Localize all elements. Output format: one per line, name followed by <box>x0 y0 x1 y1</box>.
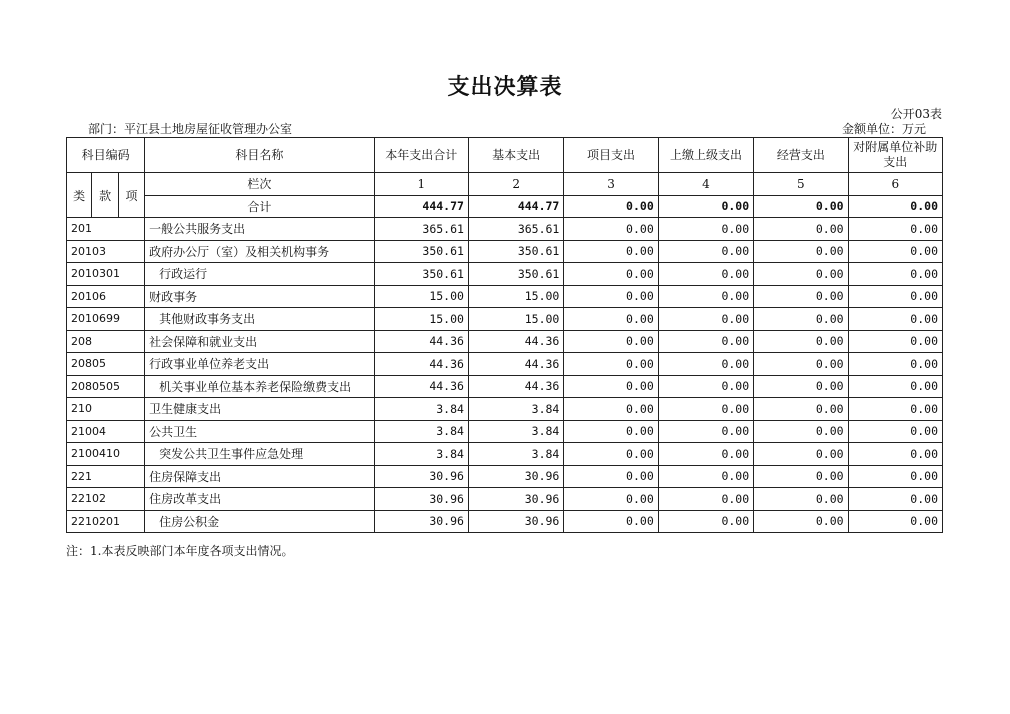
amount-cell: 0.00 <box>848 263 942 286</box>
amount-cell: 0.00 <box>658 398 753 421</box>
header-lei: 类 <box>67 173 92 218</box>
amount-cell: 0.00 <box>564 443 658 466</box>
amount-cell: 0.00 <box>754 398 848 421</box>
column-number-row <box>67 173 943 196</box>
amount-cell: 0.00 <box>564 420 658 443</box>
amount-cell: 0.00 <box>754 465 848 488</box>
col-num: 4 <box>658 173 753 196</box>
table-row <box>67 398 943 421</box>
total-cell: 444.77 <box>468 195 563 218</box>
table-row <box>67 488 943 511</box>
table-row <box>67 330 943 353</box>
amount-cell: 0.00 <box>754 510 848 533</box>
amount-cell: 0.00 <box>564 240 658 263</box>
table-row <box>67 285 943 308</box>
amount-cell: 350.61 <box>468 240 563 263</box>
amount-cell: 0.00 <box>848 218 942 241</box>
form-number: 公开03表 <box>890 107 942 121</box>
amount-cell: 365.61 <box>468 218 563 241</box>
amount-cell: 0.00 <box>848 375 942 398</box>
header-project: 项目支出 <box>564 138 658 173</box>
amount-cell: 0.00 <box>848 420 942 443</box>
amount-cell: 3.84 <box>468 443 563 466</box>
table-row <box>67 353 943 376</box>
amount-cell: 0.00 <box>658 510 753 533</box>
amount-cell: 0.00 <box>848 308 942 331</box>
subject-name-cell: 机关事业单位基本养老保险缴费支出 <box>145 375 374 398</box>
subject-code-cell: 20103 <box>67 240 145 263</box>
col-num: 5 <box>754 173 848 196</box>
table-row <box>67 375 943 398</box>
header-subject-name: 科目名称 <box>145 138 374 173</box>
amount-cell: 30.96 <box>374 465 468 488</box>
amount-cell: 0.00 <box>848 443 942 466</box>
amount-cell: 0.00 <box>848 330 942 353</box>
table-body <box>67 138 943 533</box>
amount-cell: 350.61 <box>374 263 468 286</box>
table-row <box>67 443 943 466</box>
total-cell: 0.00 <box>848 195 942 218</box>
subject-name-cell: 住房保障支出 <box>145 465 374 488</box>
subject-name-cell: 政府办公厅（室）及相关机构事务 <box>145 240 374 263</box>
table-row <box>67 510 943 533</box>
amount-cell: 30.96 <box>468 465 563 488</box>
amount-cell: 365.61 <box>374 218 468 241</box>
department-label: 部门：平江县土地房屋征收管理办公室 <box>88 122 293 136</box>
amount-cell: 0.00 <box>658 240 753 263</box>
subject-name-cell: 住房公积金 <box>145 510 374 533</box>
amount-cell: 0.00 <box>564 353 658 376</box>
subject-name-cell: 公共卫生 <box>145 420 374 443</box>
subject-name-cell: 卫生健康支出 <box>145 398 374 421</box>
total-row <box>67 195 943 218</box>
page-title: 支出决算表 <box>447 75 563 100</box>
amount-cell: 0.00 <box>848 240 942 263</box>
amount-cell: 0.00 <box>564 510 658 533</box>
amount-cell: 0.00 <box>658 353 753 376</box>
subject-code-cell: 208 <box>67 330 145 353</box>
amount-cell: 350.61 <box>468 263 563 286</box>
table-row <box>67 263 943 286</box>
header-subject-code: 科目编码 <box>67 138 145 173</box>
amount-cell: 44.36 <box>468 330 563 353</box>
amount-cell: 0.00 <box>848 398 942 421</box>
col-num: 6 <box>848 173 942 196</box>
total-cell: 0.00 <box>754 195 848 218</box>
amount-cell: 0.00 <box>754 488 848 511</box>
amount-cell: 0.00 <box>848 510 942 533</box>
amount-cell: 0.00 <box>754 218 848 241</box>
amount-unit-label: 金额单位：万元 <box>841 122 926 136</box>
header-total: 本年支出合计 <box>374 138 468 173</box>
amount-cell: 15.00 <box>468 285 563 308</box>
expenditure-table <box>66 137 943 533</box>
amount-cell: 0.00 <box>564 398 658 421</box>
amount-cell: 15.00 <box>374 308 468 331</box>
total-cell: 0.00 <box>658 195 753 218</box>
amount-cell: 30.96 <box>374 510 468 533</box>
amount-cell: 3.84 <box>374 398 468 421</box>
amount-cell: 0.00 <box>848 285 942 308</box>
amount-cell: 0.00 <box>848 465 942 488</box>
amount-cell: 0.00 <box>658 375 753 398</box>
amount-cell: 0.00 <box>754 240 848 263</box>
subject-name-cell: 行政运行 <box>145 263 374 286</box>
header-subsidy: 对附属单位补助支出 <box>848 138 942 173</box>
amount-cell: 0.00 <box>658 330 753 353</box>
total-cell: 0.00 <box>564 195 658 218</box>
amount-cell: 0.00 <box>658 285 753 308</box>
subject-code-cell: 21004 <box>67 420 145 443</box>
subject-code-cell: 221 <box>67 465 145 488</box>
amount-cell: 0.00 <box>848 488 942 511</box>
total-cell: 444.77 <box>374 195 468 218</box>
amount-cell: 350.61 <box>374 240 468 263</box>
subject-code-cell: 2100410 <box>67 443 145 466</box>
footnote: 注：1.本表反映部门本年度各项支出情况。 <box>66 544 294 558</box>
amount-cell: 44.36 <box>468 375 563 398</box>
amount-cell: 0.00 <box>658 488 753 511</box>
col-num: 1 <box>374 173 468 196</box>
subject-name-cell: 突发公共卫生事件应急处理 <box>145 443 374 466</box>
subject-code-cell: 2080505 <box>67 375 145 398</box>
header-row <box>67 138 943 173</box>
amount-cell: 44.36 <box>374 353 468 376</box>
subject-code-cell: 2010699 <box>67 308 145 331</box>
amount-cell: 0.00 <box>754 420 848 443</box>
amount-cell: 0.00 <box>754 443 848 466</box>
amount-cell: 0.00 <box>564 285 658 308</box>
subject-code-cell: 22102 <box>67 488 145 511</box>
table-row <box>67 308 943 331</box>
amount-cell: 0.00 <box>848 353 942 376</box>
amount-cell: 0.00 <box>754 330 848 353</box>
amount-cell: 0.00 <box>564 263 658 286</box>
header-xiang: 项 <box>118 173 144 218</box>
subject-name-cell: 住房改革支出 <box>145 488 374 511</box>
amount-cell: 0.00 <box>658 465 753 488</box>
amount-cell: 15.00 <box>374 285 468 308</box>
header-operating: 经营支出 <box>754 138 848 173</box>
subject-code-cell: 2010301 <box>67 263 145 286</box>
amount-cell: 0.00 <box>754 353 848 376</box>
amount-cell: 0.00 <box>564 465 658 488</box>
amount-cell: 30.96 <box>374 488 468 511</box>
subject-code-cell: 201 <box>67 218 145 241</box>
amount-cell: 3.84 <box>374 443 468 466</box>
total-label: 合计 <box>145 195 374 218</box>
table-row <box>67 465 943 488</box>
amount-cell: 44.36 <box>468 353 563 376</box>
subject-name-cell: 社会保障和就业支出 <box>145 330 374 353</box>
amount-cell: 0.00 <box>564 330 658 353</box>
table-row <box>67 218 943 241</box>
amount-cell: 15.00 <box>468 308 563 331</box>
amount-cell: 0.00 <box>754 263 848 286</box>
subject-name-cell: 一般公共服务支出 <box>145 218 374 241</box>
amount-cell: 0.00 <box>564 488 658 511</box>
header-kuan: 款 <box>92 173 118 218</box>
amount-cell: 0.00 <box>754 375 848 398</box>
header-basic: 基本支出 <box>468 138 563 173</box>
subject-name-cell: 其他财政事务支出 <box>145 308 374 331</box>
header-lanci: 栏次 <box>145 173 374 196</box>
subject-name-cell: 行政事业单位养老支出 <box>145 353 374 376</box>
table-row <box>67 240 943 263</box>
amount-cell: 0.00 <box>658 263 753 286</box>
subject-code-cell: 2210201 <box>67 510 145 533</box>
col-num: 2 <box>468 173 563 196</box>
amount-cell: 0.00 <box>658 218 753 241</box>
amount-cell: 0.00 <box>658 308 753 331</box>
amount-cell: 0.00 <box>754 285 848 308</box>
amount-cell: 0.00 <box>754 308 848 331</box>
amount-cell: 0.00 <box>564 375 658 398</box>
amount-cell: 44.36 <box>374 375 468 398</box>
table-row <box>67 420 943 443</box>
amount-cell: 3.84 <box>374 420 468 443</box>
subject-code-cell: 20805 <box>67 353 145 376</box>
amount-cell: 30.96 <box>468 488 563 511</box>
amount-cell: 30.96 <box>468 510 563 533</box>
subject-code-cell: 210 <box>67 398 145 421</box>
subject-name-cell: 财政事务 <box>145 285 374 308</box>
subject-code-cell: 20106 <box>67 285 145 308</box>
header-upper: 上缴上级支出 <box>658 138 753 173</box>
amount-cell: 3.84 <box>468 420 563 443</box>
amount-cell: 0.00 <box>564 218 658 241</box>
amount-cell: 0.00 <box>564 308 658 331</box>
amount-cell: 0.00 <box>658 443 753 466</box>
amount-cell: 3.84 <box>468 398 563 421</box>
col-num: 3 <box>564 173 658 196</box>
amount-cell: 0.00 <box>658 420 753 443</box>
amount-cell: 44.36 <box>374 330 468 353</box>
